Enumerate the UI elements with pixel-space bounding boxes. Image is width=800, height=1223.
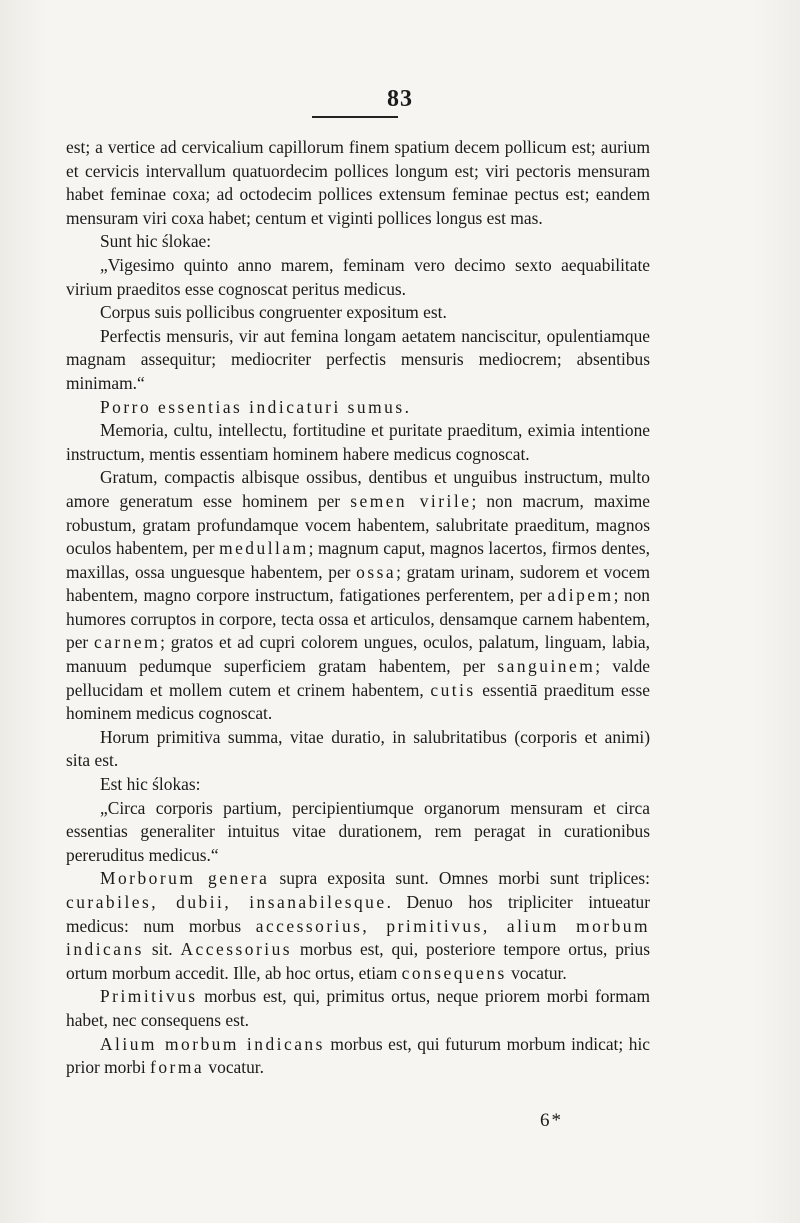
spaced-term: cutis — [430, 679, 476, 700]
body-text — [66, 136, 650, 1080]
spaced-term: Accessorius — [180, 939, 293, 960]
text-run: ; gratos et ad cupri colorem ungues, oculos, palatum, linguam, labia, manuum pedumque superficiem gratam habentem, per — [66, 632, 650, 677]
paragraph-p9 — [66, 726, 650, 773]
paragraph-p1 — [66, 136, 650, 230]
text-run: Sunt hic ślokae: — [100, 231, 212, 252]
text-run: ; valde pellucidam et mollem cutem et crinem habentem, — [66, 656, 650, 700]
text-run: ; magnum caput, magnos lacertos, firmos dentes, maxillas, ossa unguesque habentem, per — [66, 538, 650, 582]
text-run: essentiā praeditum esse hominem medicus cognoscat. — [66, 679, 650, 724]
text-run: ; gratam urinam, sudorem et vocem habentem, magno corpore instructum, fatigationes perferentem, per — [66, 561, 650, 606]
text-run: Corpus suis pollicibus congruenter expositum est. — [100, 302, 447, 323]
paragraph-p5 — [66, 325, 650, 396]
text-run: morbus est, qui, posteriore tempore ortus, prius ortum morbum accedit. Ille, ab hoc ortus, etiam — [66, 939, 650, 983]
paragraph-p14 — [66, 1033, 650, 1080]
spaced-term: Primitivus — [100, 986, 198, 1007]
spaced-term: adipem — [547, 585, 614, 606]
spaced-term: Porro essentias indicaturi sumus. — [100, 396, 412, 417]
paragraph-p2 — [66, 230, 650, 254]
paragraph-p12 — [66, 867, 650, 985]
spaced-term: semen virile — [350, 490, 472, 511]
text-run: morbus est, qui futurum morbum indicat; hic prior morbi — [66, 1033, 650, 1078]
text-run: morbus est, qui, primitus ortus, neque priorem morbi formam habet, nec consequens est. — [66, 986, 650, 1030]
page-number: 83 — [387, 86, 413, 112]
text-run: Gratum, compactis albisque ossibus, dentibus et unguibus instructum, multo amore generatum esse hominem per — [66, 467, 650, 511]
text-run: ; non macrum, maxime robustum, gratam profundamque vocem habentem, salubritate praeditum, magnos oculos habentem, per — [66, 490, 650, 559]
paragraph-p4 — [66, 301, 650, 325]
text-run: est; a vertice ad cervicalium capillorum finem spatium decem pollicum est; aurium et cervicis intervallum quatuordecim pollices longum est; viri pectoris mensuram habet feminae coxa; ad octodecim pollices extensum feminae pectus est; eandem mensuram viri coxa habet; centum et viginti pollices longus est mas. — [66, 137, 650, 228]
text-run: Est hic ślokas: — [100, 774, 201, 795]
paragraph-p13 — [66, 985, 650, 1032]
spaced-term: forma — [150, 1057, 205, 1078]
spaced-term: accessorius, primitivus, alium morbum indicans — [66, 915, 651, 960]
header-rule — [312, 116, 398, 118]
text-run: . Denuo hos tripliciter intueatur medicus: num morbus — [66, 892, 650, 936]
text-run: Memoria, cultu, intellectu, fortitudine et puritate praeditum, eximia intentione instructum, mentis essentiam hominem habere medicus cognoscat. — [66, 420, 650, 464]
spaced-term: carnem — [93, 632, 161, 653]
spaced-term: sanguinem — [497, 656, 596, 677]
spaced-term: curabiles, dubii, insanabilesque — [66, 892, 387, 912]
signature-mark: 6* — [540, 1110, 563, 1131]
spaced-term: ossa — [356, 561, 397, 582]
text-run: sit. — [143, 939, 181, 960]
text-run: supra exposita sunt. Omnes morbi sunt triplices: — [269, 868, 650, 889]
text-run: Horum primitiva summa, vitae duratio, in salubritatibus (corporis et animi) sita est. — [66, 726, 650, 771]
paragraph-p7 — [66, 419, 650, 466]
text-run: „Vigesimo quinto anno marem, feminam vero decimo sexto aequabilitate virium praeditos esse cognoscat peritus medicus. — [66, 254, 650, 299]
text-run: Perfectis mensuris, vir aut femina longam aetatem nanciscitur, opulentiamque magnam assequitur; mediocriter perfectis mensuris mediocrem; absentibus minimam.“ — [66, 325, 650, 393]
text-run: ; non humores corruptos in corpore, tecta ossa et articulos, densamque carnem habentem, per — [66, 585, 651, 653]
paragraph-p6 — [66, 396, 650, 420]
spaced-term: consequens — [401, 962, 507, 983]
spaced-term: medullam — [219, 538, 309, 559]
text-run: vocatur. — [204, 1057, 264, 1078]
text-run: vocatur. — [506, 962, 567, 983]
text-run: „Circa corporis partium, percipientiumque organorum mensuram et circa essentias generaliter intuitus vitae durationem, rem peragat in curationibus pereruditus medicus.“ — [66, 797, 650, 865]
spaced-term: Morborum genera — [100, 868, 270, 889]
spaced-term: Alium morbum indicans — [100, 1033, 325, 1054]
paragraph-p8 — [66, 466, 650, 726]
paragraph-p3 — [66, 254, 650, 301]
paragraph-p10 — [66, 773, 650, 797]
paragraph-p11 — [66, 797, 650, 868]
